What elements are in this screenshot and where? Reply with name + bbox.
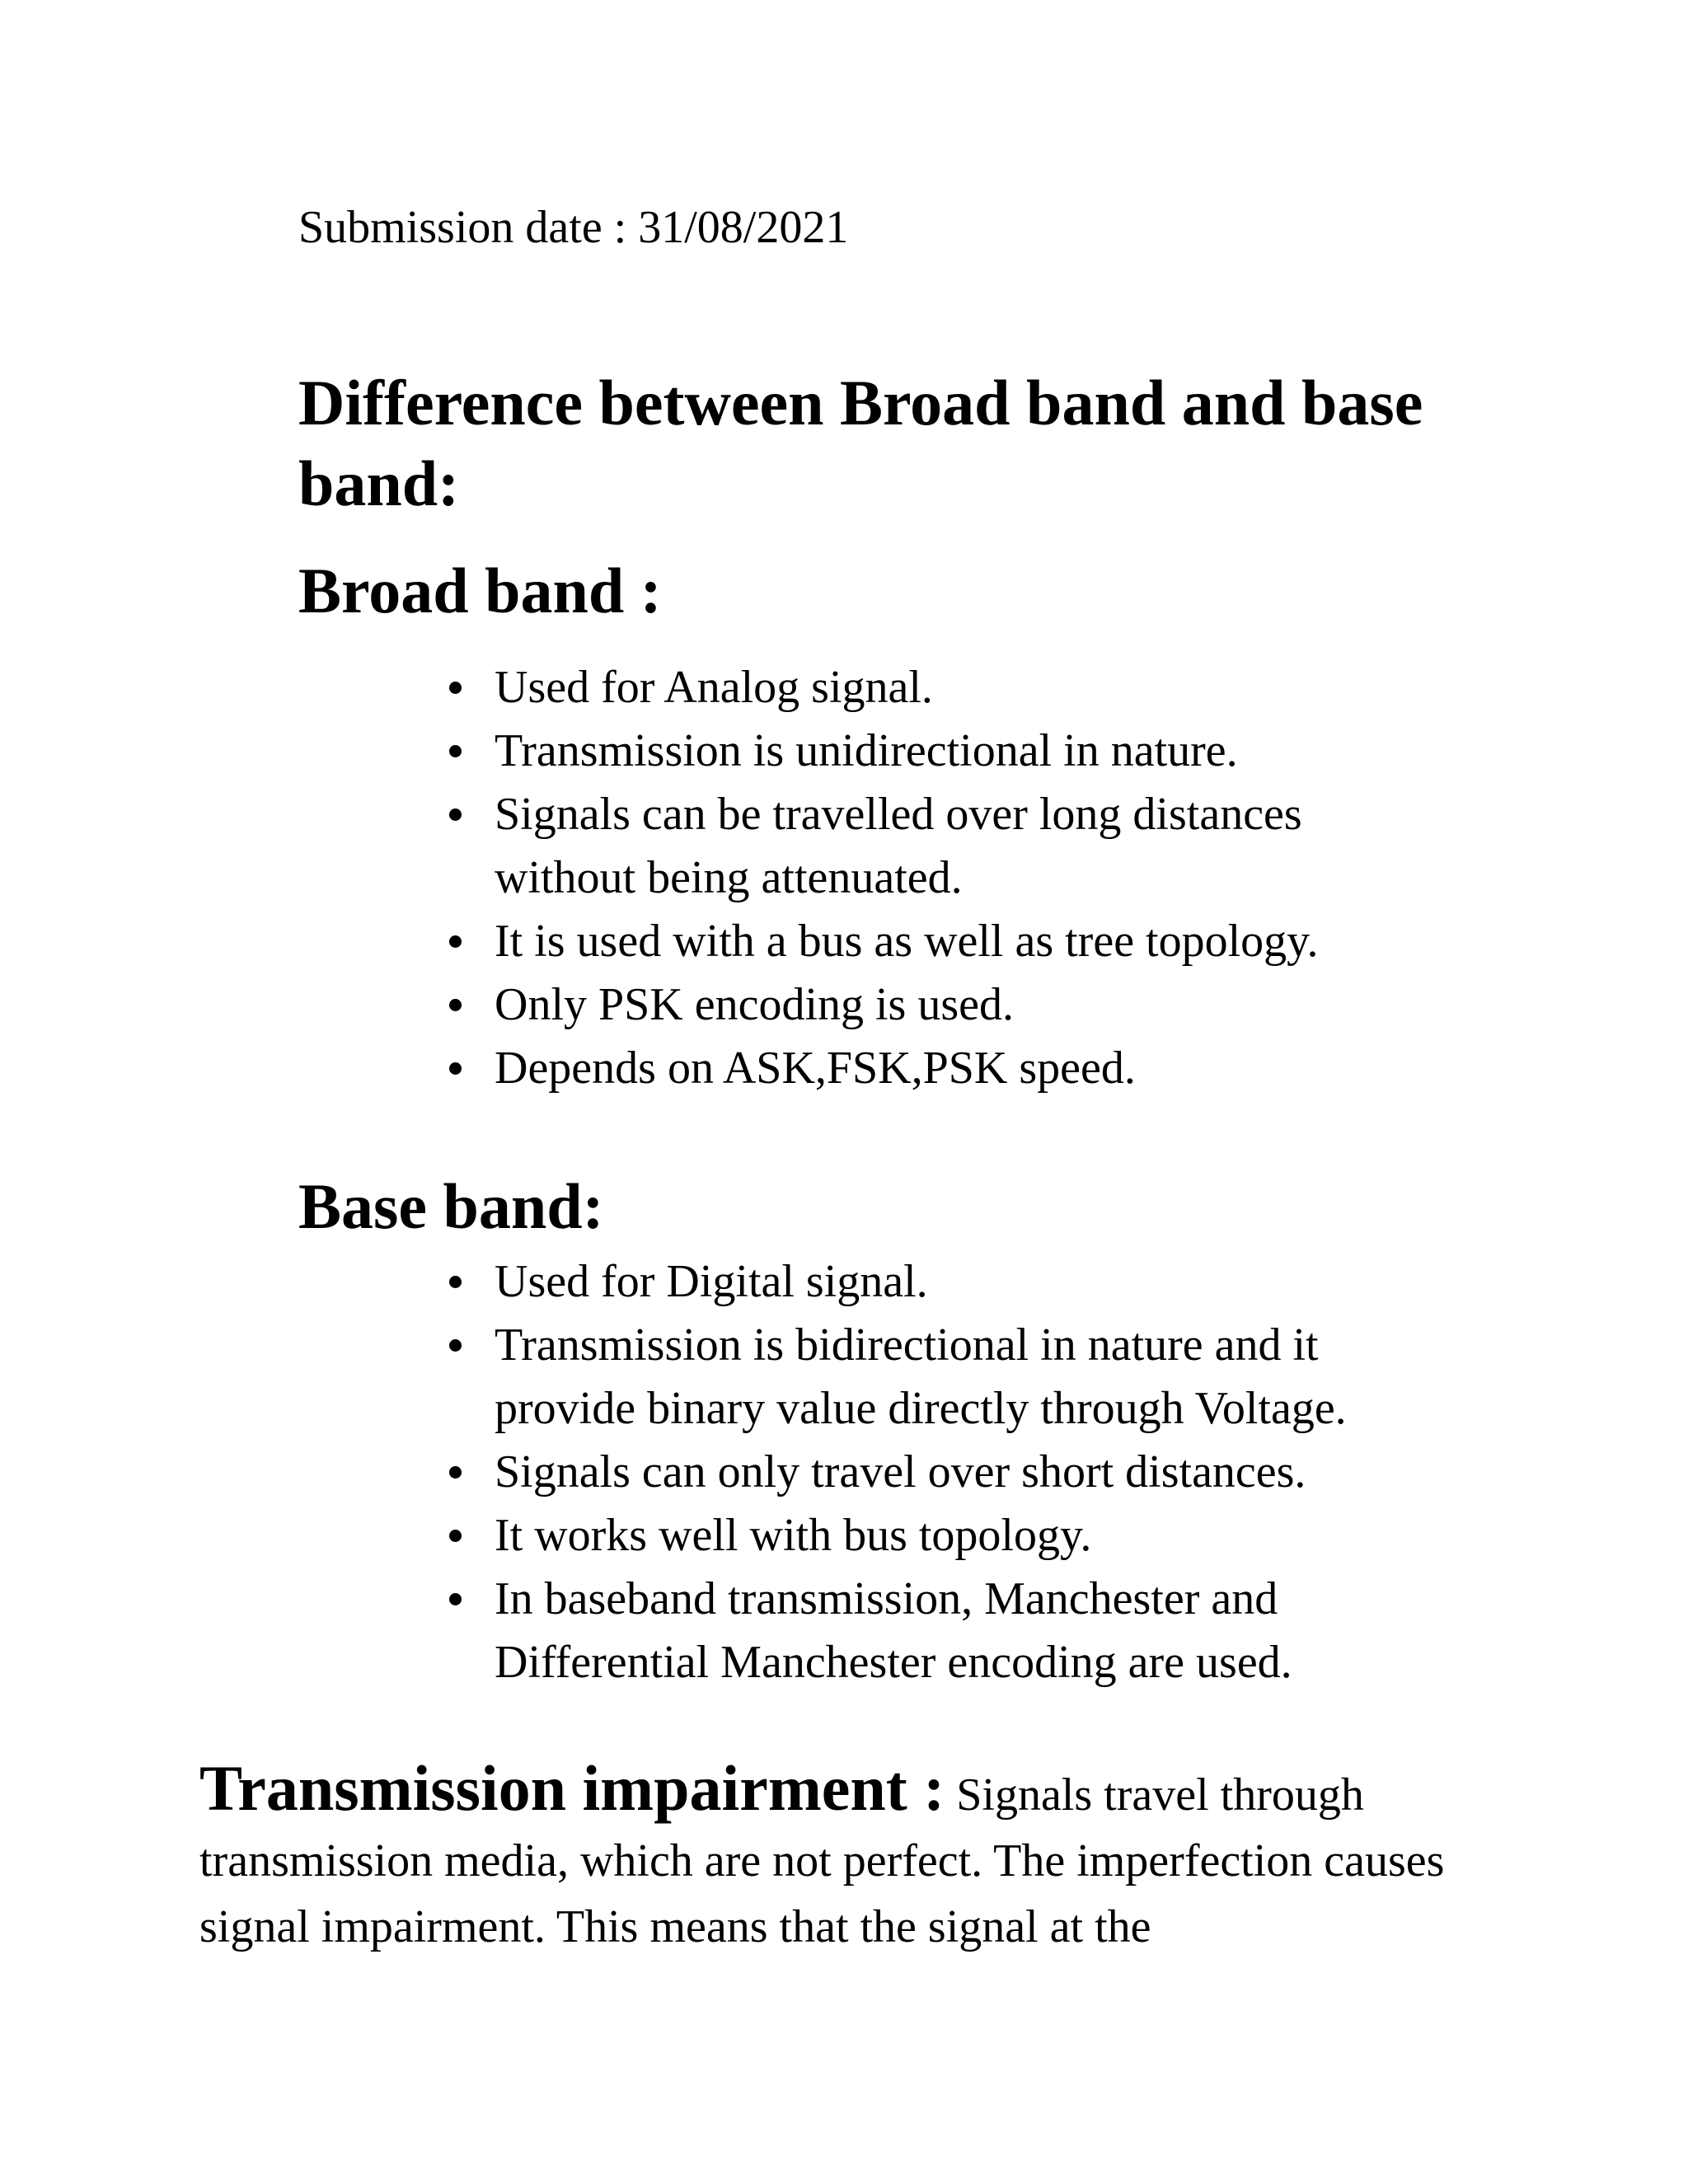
- broad-band-heading: Broad band :: [298, 555, 662, 626]
- bullet-icon: [449, 808, 462, 821]
- list-item-text: Signals can only travel over short distances.: [495, 1446, 1306, 1497]
- list-item-text: Used for Analog signal.: [495, 662, 933, 713]
- list-item-text: It works well with bus topology.: [495, 1510, 1092, 1561]
- bullet-icon: [449, 1466, 462, 1479]
- list-item: [495, 973, 1451, 1037]
- broad-band-list: [495, 656, 1451, 1100]
- list-item: [495, 1504, 1451, 1568]
- list-item-text: It is used with a bus as well as tree topology.: [495, 916, 1319, 967]
- bullet-icon: [449, 682, 462, 694]
- list-item-text: Transmission is unidirectional in nature.: [495, 725, 1238, 776]
- list-item: [495, 719, 1451, 783]
- base-band-heading: Base band:: [298, 1170, 604, 1242]
- list-item-text: Used for Digital signal.: [495, 1256, 928, 1307]
- list-item-text: Depends on ASK,FSK,PSK speed.: [495, 1043, 1136, 1094]
- base-band-list: [495, 1250, 1451, 1694]
- bullet-icon: [449, 1276, 462, 1288]
- bullet-icon: [449, 1062, 462, 1075]
- bullet-icon: [449, 935, 462, 948]
- bullet-icon: [449, 1530, 462, 1542]
- list-item: [495, 1037, 1451, 1100]
- list-item-text: Only PSK encoding is used.: [495, 979, 1014, 1030]
- impairment-text: Signals travel through transmission media, which are not perfect. The imperfection causes signal impairment. This means that the signal at the: [199, 1769, 1445, 1952]
- bullet-icon: [449, 999, 462, 1011]
- list-item: [495, 1441, 1451, 1504]
- list-item-text: Transmission is bidirectional in nature and it provide binary value directly through Voltage.: [495, 1319, 1347, 1434]
- impairment-heading: Transmission impairment :: [199, 1752, 945, 1824]
- bullet-icon: [449, 1593, 462, 1605]
- bullet-icon: [449, 1339, 462, 1352]
- list-item-text: In baseband transmission, Manchester and Differential Manchester encoding are used.: [495, 1573, 1292, 1688]
- submission-date: Submission date : 31/08/2021: [298, 202, 849, 253]
- list-item: [495, 656, 1451, 719]
- bullet-icon: [449, 745, 462, 757]
- list-item: [495, 910, 1451, 973]
- list-item: [495, 783, 1451, 910]
- list-item: [495, 1568, 1451, 1694]
- list-item: [495, 1314, 1451, 1441]
- list-item: [495, 1250, 1451, 1314]
- main-heading: Difference between Broad band and base band:: [298, 367, 1423, 519]
- impairment-paragraph: [199, 1752, 1485, 1960]
- list-item-text: Signals can be travelled over long distances without being attenuated.: [495, 789, 1302, 903]
